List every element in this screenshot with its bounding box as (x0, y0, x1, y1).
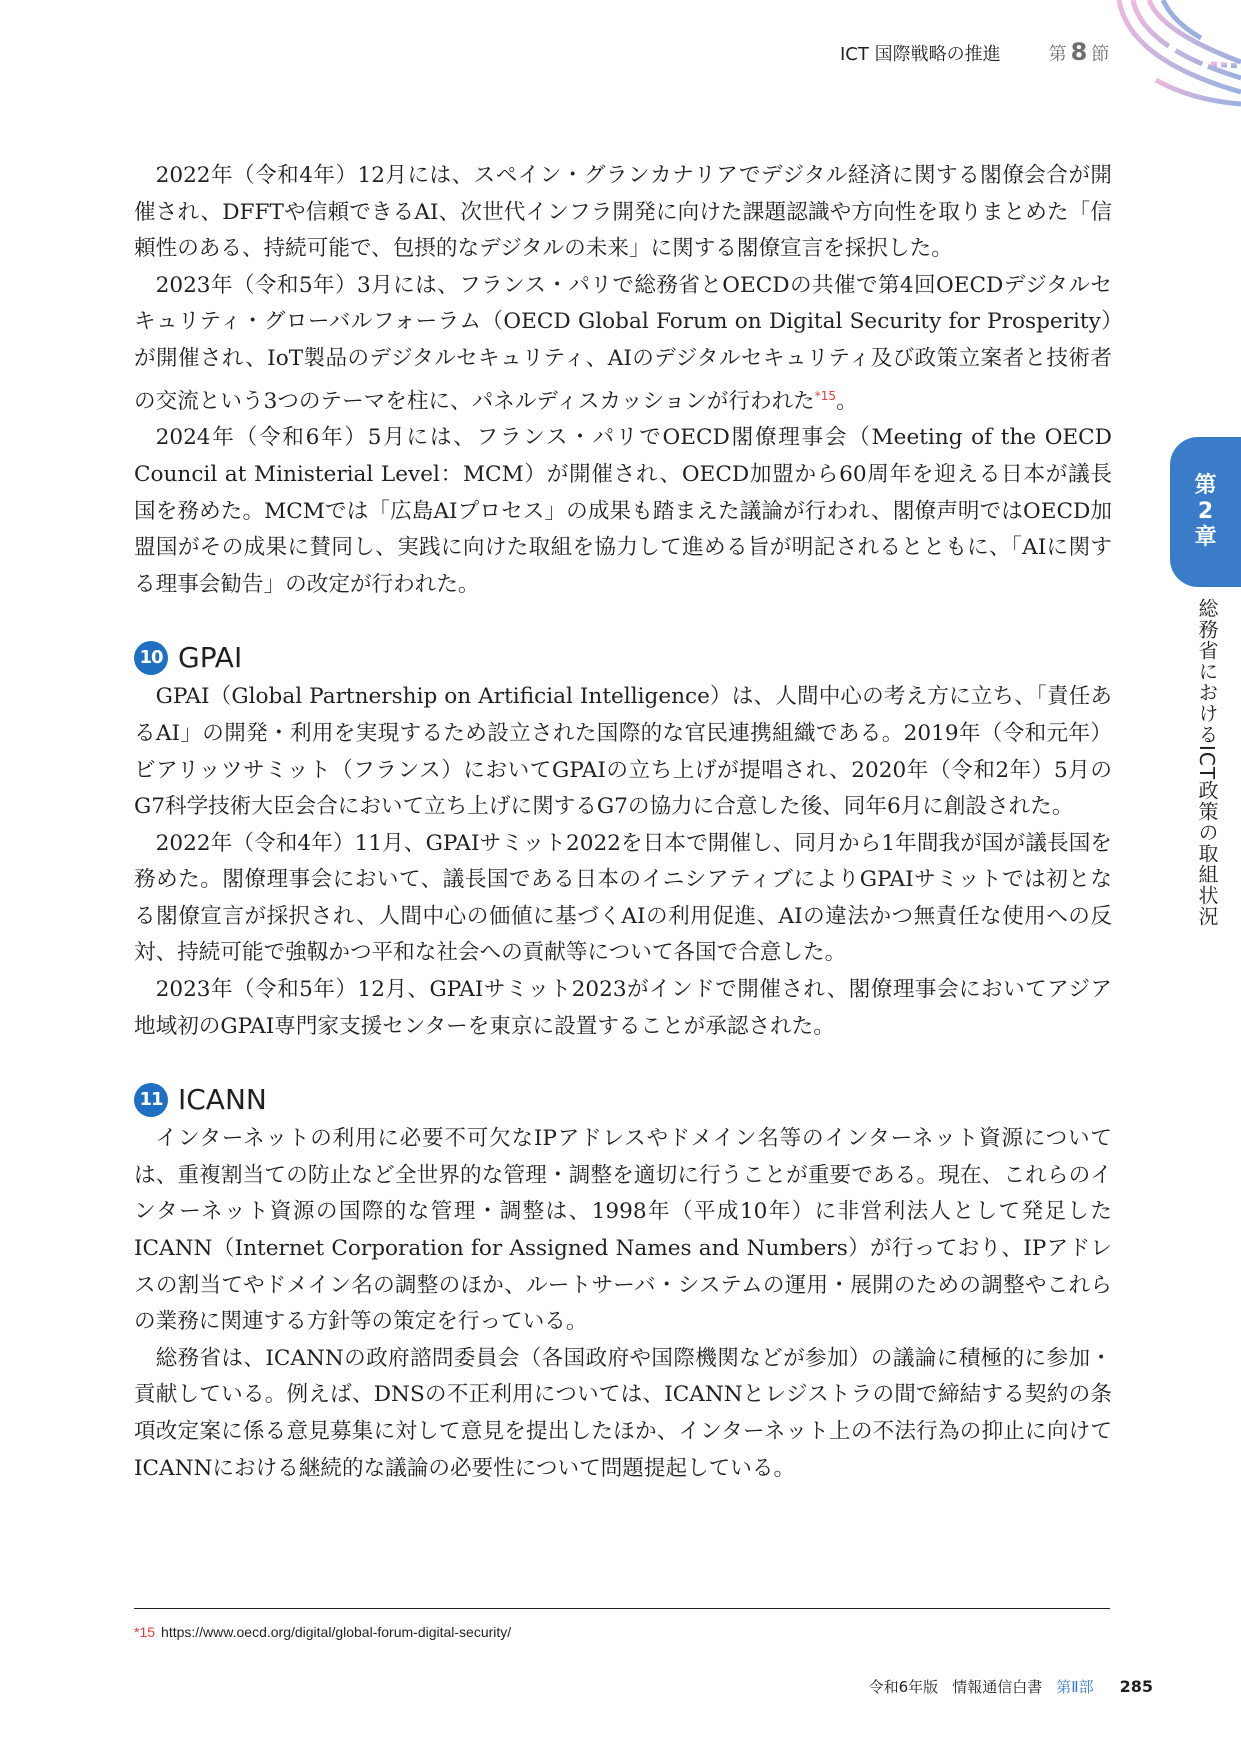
paragraph-tail: 。 (836, 388, 858, 414)
header-title: ICT 国際戦略の推進 (840, 44, 1001, 65)
chapter-label-prefix: 第 (1194, 473, 1217, 498)
footnote (134, 1624, 511, 1640)
footnote-link[interactable]: https://www.oecd.org/digital/global-forum-digital-security/ (161, 1624, 512, 1640)
page-footer (869, 1676, 1153, 1697)
paragraph: 2022年（令和4年）11月、GPAIサミット2022を日本で開催し、同月から1年間我が国が議長国を務めた。閣僚理事会において、議長国である日本のイニシアティブによりGPAIサミットでは初となる閣僚宣言が採択され、人間中心の価値に基づくAIの利用促進、AIの違法かつ無責任な使用への反対、持続可能で強靱かつ平和な社会への貢献等について各国で合意した。 (134, 830, 1112, 966)
chapter-vertical-title: 総務省におけるICT政策の取組状況 (1195, 598, 1219, 928)
chapter-label-suffix: 章 (1194, 525, 1217, 550)
footer-book-title: 情報通信白書 (952, 1678, 1043, 1696)
footnote-reference[interactable]: *15 (814, 388, 837, 403)
paragraph-with-footnote (134, 268, 1112, 421)
paragraph: 総務省は、ICANNの政府諮問委員会（各国政府や国際機関などが参加）の議論に積極的に参加・貢献している。例えば、DNSの不正利用については、ICANNとレジストラの間で締結する契約の条項改定案に係る意見募集に対して意見を提出したほか、インターネット上の不法行為の抑止に向けてICANNにおける継続的な議論の必要性について問題提起している。 (134, 1345, 1112, 1481)
section-suffix: 節 (1091, 44, 1110, 65)
paragraph: 2022年（令和4年）12月には、スペイン・グランカナリアでデジタル経済に関する閣僚会合が開催され、DFFTや信頼できるAI、次世代インフラ開発に向けた課題認識や方向性を取りまとめた「信頼性のある、持続可能で、包摂的なデジタルの未来」に関する閣僚宣言を採択した。 (134, 163, 1112, 262)
section-heading-gpai (134, 639, 1112, 677)
section-number-badge: 10 (134, 641, 168, 675)
footnote-divider (134, 1608, 1110, 1609)
paragraph-text: 2023年（令和5年）3月には、フランス・パリで総務省とOECDの共催で第4回OECDデジタルセキュリティ・グローバルフォーラム（OECD Global Forum on Digital Security for Prosperity）が開催され、IoT製品のデジタルセキュリティ、AIのデジタルセキュリティ及び政策立案者と技術者の交流という3つのテーマを柱に、パネルディスカッションが行われた (134, 272, 1112, 414)
paragraph: GPAI（Global Partnership on Artificial Intelligence）は、人間中心の考え方に立ち、「責任あるAI」の開発・利用を実現するため設立された国際的な官民連携組織である。2019年（令和元年）ビアリッツサミット（フランス）においてGPAIの立ち上げが提唱され、2020年（令和2年）5月のG7科学技術大臣会合において立ち上げに関するG7の協力に合意した後、同年6月に創設された。 (134, 684, 1112, 820)
page-number: 285 (1119, 1677, 1153, 1696)
decorative-arcs-icon (1101, 0, 1241, 110)
main-content (134, 158, 1112, 1487)
section-number-badge: 11 (134, 1083, 168, 1117)
footnote-mark: *15 (134, 1624, 156, 1640)
section-title: GPAI (178, 641, 243, 675)
paragraph: 2024年（令和6年）5月には、フランス・パリでOECD閣僚理事会（Meeting of the OECD Council at Ministerial Level：MCM）が開催され、OECD加盟から60周年を迎える日本が議長国を務めた。MCMでは「広島AIプロセス」の成果も踏まえた議論が行われ、閣僚声明ではOECD加盟国がその成果に賛同し、実践に向けた取組を協力して進める旨が明記されるとともに、「AIに関する理事会勧告」の改定が行われた。 (134, 425, 1112, 597)
footer-edition: 令和6年版 (868, 1678, 939, 1696)
section-number: 8 (1070, 38, 1088, 66)
chapter-tab[interactable] (1170, 437, 1241, 587)
chapter-label-number: 2 (1197, 499, 1214, 524)
paragraph: インターネットの利用に必要不可欠なIPアドレスやドメイン名等のインターネット資源については、重複割当ての防止など全世界的な管理・調整を適切に行うことが重要である。現在、これらのインターネット資源の国際的な管理・調整は、1998年（平成10年）に非営利法人として発足したICANN（Internet Corporation for Assigned Names and Numbers）が行っており、IPアドレスの割当てやドメイン名の調整のほか、ルートサーバ・システムの運用・展開のための調整やこれらの業務に関連する方針等の策定を行っている。 (134, 1126, 1112, 1335)
section-title: ICANN (178, 1082, 267, 1116)
footer-part: 第Ⅱ部 (1056, 1678, 1094, 1696)
section-prefix: 第 (1048, 44, 1067, 65)
section-heading-icann (134, 1081, 1112, 1119)
paragraph: 2023年（令和5年）12月、GPAIサミット2023がインドで開催され、閣僚理事会においてアジア地域初のGPAI専門家支援センターを東京に設置することが承認された。 (134, 977, 1112, 1039)
running-header (840, 38, 1109, 68)
